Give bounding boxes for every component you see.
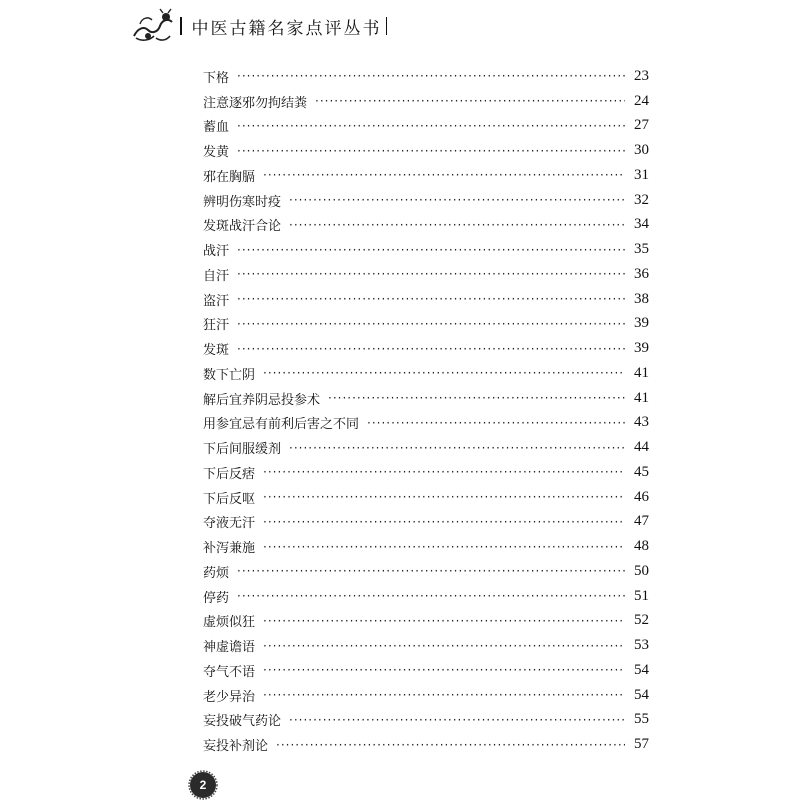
toc-entry-page: 52 xyxy=(634,612,649,629)
toc-entry-title: 战汗 xyxy=(203,244,230,260)
dot-leader xyxy=(289,193,625,207)
dot-leader xyxy=(237,144,625,158)
toc-entry-title: 老少异治 xyxy=(203,689,256,705)
table-of-contents xyxy=(203,64,649,757)
header-divider-right xyxy=(386,17,388,35)
toc-entry-page: 27 xyxy=(634,117,649,134)
toc-entry-title: 妄投破气药论 xyxy=(203,714,282,730)
dot-leader xyxy=(263,688,625,702)
toc-entry-page: 53 xyxy=(634,637,649,654)
dot-leader xyxy=(237,69,625,83)
series-title: 中医古籍名家点评丛书 xyxy=(191,18,382,39)
dot-leader xyxy=(263,663,625,677)
toc-entry-title: 下格 xyxy=(203,70,230,86)
toc-entry[interactable] xyxy=(203,559,649,584)
toc-entry[interactable] xyxy=(203,732,649,757)
toc-entry-page: 39 xyxy=(634,315,649,332)
toc-entry[interactable] xyxy=(203,312,649,337)
dragon-ornament-icon xyxy=(130,8,176,44)
dot-leader xyxy=(315,94,625,108)
toc-entry-title: 注意逐邪勿拘结粪 xyxy=(203,95,308,111)
dot-leader xyxy=(237,342,625,356)
toc-entry[interactable] xyxy=(203,361,649,386)
toc-entry-page: 54 xyxy=(634,661,649,678)
toc-entry-title: 妄投补剂论 xyxy=(203,739,269,755)
dot-leader xyxy=(263,540,625,554)
dot-leader xyxy=(263,168,625,182)
toc-entry-title: 发黄 xyxy=(203,145,230,161)
toc-entry-page: 32 xyxy=(634,191,649,208)
toc-entry-page: 48 xyxy=(634,538,649,555)
toc-entry-page: 55 xyxy=(634,711,649,728)
toc-entry-page: 30 xyxy=(634,142,649,159)
toc-entry-title: 数下亡阴 xyxy=(203,367,256,383)
toc-entry-page: 47 xyxy=(634,513,649,530)
toc-entry[interactable] xyxy=(203,510,649,535)
toc-entry-title: 发斑 xyxy=(203,343,230,359)
toc-entry-page: 41 xyxy=(634,364,649,381)
dot-leader xyxy=(328,391,625,405)
toc-entry-page: 34 xyxy=(634,216,649,233)
toc-entry-page: 36 xyxy=(634,265,649,282)
toc-entry[interactable] xyxy=(203,485,649,510)
dot-leader xyxy=(237,119,625,133)
toc-entry-title: 药烦 xyxy=(203,565,230,581)
toc-entry[interactable] xyxy=(203,683,649,708)
toc-entry[interactable] xyxy=(203,386,649,411)
toc-entry-page: 31 xyxy=(634,166,649,183)
toc-entry[interactable] xyxy=(203,658,649,683)
toc-entry[interactable] xyxy=(203,237,649,262)
dot-leader xyxy=(263,639,625,653)
toc-entry-page: 39 xyxy=(634,340,649,357)
toc-entry[interactable] xyxy=(203,89,649,114)
dot-leader xyxy=(367,416,625,430)
toc-entry[interactable] xyxy=(203,163,649,188)
dot-leader xyxy=(263,465,625,479)
dot-leader xyxy=(237,292,625,306)
toc-entry-page: 35 xyxy=(634,241,649,258)
toc-entry-page: 38 xyxy=(634,290,649,307)
toc-entry-title: 用参宜忌有前利后害之不同 xyxy=(203,417,360,433)
toc-entry-title: 发斑战汗合论 xyxy=(203,219,282,235)
toc-entry-title: 停药 xyxy=(203,590,230,606)
dot-leader xyxy=(289,713,625,727)
dot-leader xyxy=(263,614,625,628)
page-number: 2 xyxy=(199,778,207,792)
toc-entry[interactable] xyxy=(203,213,649,238)
toc-entry-title: 夺液无汗 xyxy=(203,516,256,532)
running-header xyxy=(130,6,391,46)
toc-entry-title: 下后反痞 xyxy=(203,466,256,482)
toc-entry-title: 蓄血 xyxy=(203,120,230,136)
toc-entry-title: 辨明伤寒时疫 xyxy=(203,194,282,210)
toc-entry[interactable] xyxy=(203,287,649,312)
toc-entry[interactable] xyxy=(203,584,649,609)
toc-entry-title: 自汗 xyxy=(203,268,230,284)
toc-entry[interactable] xyxy=(203,64,649,89)
toc-entry[interactable] xyxy=(203,534,649,559)
toc-entry-page: 23 xyxy=(634,67,649,84)
toc-entry-page: 54 xyxy=(634,686,649,703)
toc-entry-page: 24 xyxy=(634,92,649,109)
dot-leader xyxy=(289,218,625,232)
toc-entry-title: 补泻兼施 xyxy=(203,541,256,557)
toc-entry[interactable] xyxy=(203,336,649,361)
dot-leader xyxy=(237,589,625,603)
toc-entry-page: 51 xyxy=(634,587,649,604)
toc-entry-title: 解后宜养阴忌投参术 xyxy=(203,392,321,408)
toc-entry-page: 41 xyxy=(634,389,649,406)
header-divider-left xyxy=(180,17,182,35)
toc-entry-title: 狂汗 xyxy=(203,318,230,334)
toc-entry-page: 46 xyxy=(634,488,649,505)
toc-entry-page: 45 xyxy=(634,463,649,480)
toc-entry-title: 夺气不语 xyxy=(203,664,256,680)
toc-entry[interactable] xyxy=(203,633,649,658)
dot-leader xyxy=(237,243,625,257)
toc-entry-title: 盗汗 xyxy=(203,293,230,309)
toc-entry[interactable] xyxy=(203,114,649,139)
toc-entry[interactable] xyxy=(203,460,649,485)
dot-leader xyxy=(237,317,625,331)
toc-entry[interactable] xyxy=(203,708,649,733)
toc-entry-title: 下后反呕 xyxy=(203,491,256,507)
toc-entry-page: 44 xyxy=(634,439,649,456)
toc-entry-title: 下后间服缓剂 xyxy=(203,442,282,458)
toc-entry[interactable] xyxy=(203,188,649,213)
toc-entry[interactable] xyxy=(203,411,649,436)
dot-leader xyxy=(263,515,625,529)
toc-entry[interactable] xyxy=(203,262,649,287)
toc-entry[interactable] xyxy=(203,435,649,460)
toc-entry[interactable] xyxy=(203,138,649,163)
toc-entry-title: 邪在胸膈 xyxy=(203,169,256,185)
dot-leader xyxy=(263,490,625,504)
toc-entry[interactable] xyxy=(203,609,649,634)
page-number-badge xyxy=(188,770,218,804)
dot-leader xyxy=(237,564,625,578)
toc-entry-title: 神虚谵语 xyxy=(203,640,256,656)
toc-entry-page: 43 xyxy=(634,414,649,431)
dot-leader xyxy=(289,441,625,455)
toc-entry-page: 57 xyxy=(634,736,649,753)
dot-leader xyxy=(263,366,625,380)
dot-leader xyxy=(276,738,625,752)
toc-entry-title: 虚烦似狂 xyxy=(203,615,256,631)
toc-entry-page: 50 xyxy=(634,562,649,579)
dot-leader xyxy=(237,267,625,281)
